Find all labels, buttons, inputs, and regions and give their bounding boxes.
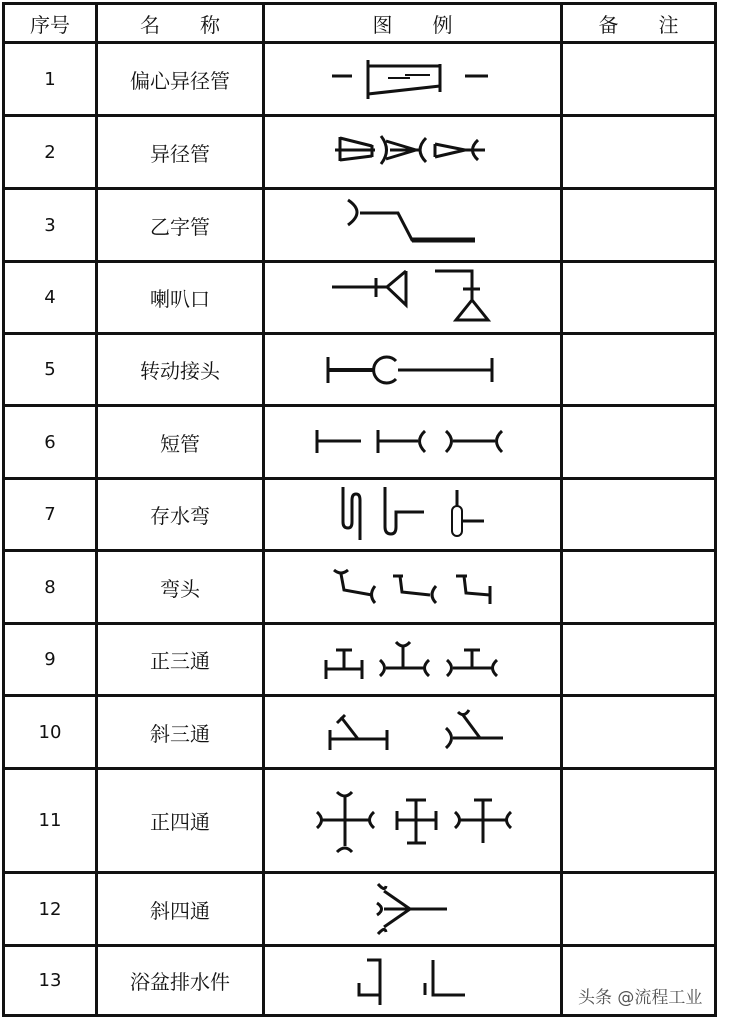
row-name: 喇叭口 — [97, 262, 264, 334]
row-name: 正四通 — [97, 769, 264, 873]
row-name: 正三通 — [97, 624, 264, 696]
cross-symbol — [317, 792, 511, 852]
eccentric-reducer-symbol — [332, 60, 488, 99]
tee-symbol — [326, 642, 497, 679]
row-name: 存水弯 — [97, 479, 264, 551]
bell-mouth-symbol — [332, 271, 488, 320]
row-name: 异径管 — [97, 116, 264, 189]
row-number: 8 — [4, 551, 97, 624]
header-remark: 备 注 — [562, 4, 716, 43]
row-number: 5 — [4, 334, 97, 406]
row-name: 斜三通 — [97, 696, 264, 769]
row-name: 斜四通 — [97, 873, 264, 946]
row-number: 4 — [4, 262, 97, 334]
row-number: 9 — [4, 624, 97, 696]
row-number: 6 — [4, 406, 97, 479]
elbow-symbol — [334, 570, 490, 604]
bathtub-drain-symbol — [359, 960, 465, 1005]
row-name: 乙字管 — [97, 189, 264, 262]
row-number: 3 — [4, 189, 97, 262]
reducer-symbol — [335, 136, 485, 164]
swivel-joint-symbol — [328, 357, 492, 383]
short-pipe-symbol — [317, 430, 502, 453]
row-name: 转动接头 — [97, 334, 264, 406]
header-index: 序号 — [4, 4, 97, 43]
row-name: 偏心异径管 — [97, 43, 264, 116]
row-name: 弯头 — [97, 551, 264, 624]
watermark: 头条 @流程工业 — [578, 988, 703, 1008]
row-number: 13 — [4, 946, 97, 1016]
header-name: 名 称 — [97, 4, 264, 43]
offset-pipe-symbol — [348, 200, 475, 240]
y-branch-tee-symbol — [330, 710, 503, 750]
row-number: 2 — [4, 116, 97, 189]
trap-symbol — [343, 487, 484, 540]
header-legend: 图 例 — [264, 4, 562, 43]
y-cross-symbol — [377, 884, 447, 934]
row-number: 1 — [4, 43, 97, 116]
row-name: 短管 — [97, 406, 264, 479]
row-number: 10 — [4, 696, 97, 769]
row-number: 11 — [4, 769, 97, 873]
row-number: 12 — [4, 873, 97, 946]
row-number: 7 — [4, 479, 97, 551]
row-name: 浴盆排水件 — [97, 946, 264, 1016]
